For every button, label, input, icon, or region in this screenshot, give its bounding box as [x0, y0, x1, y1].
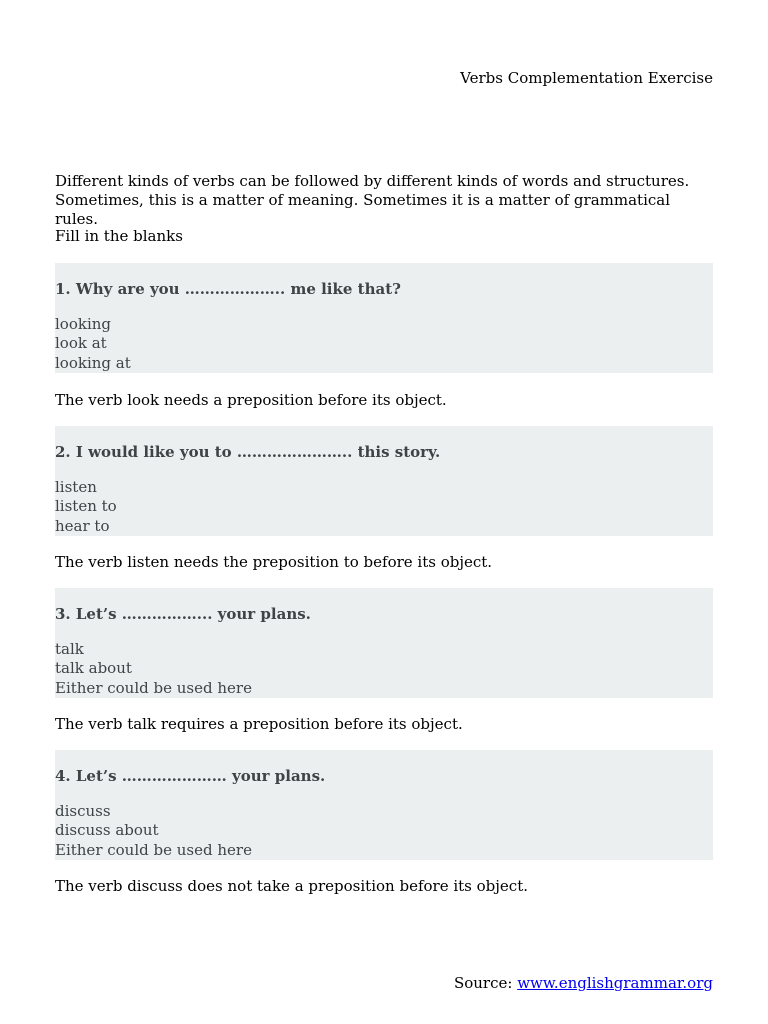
page-title: Verbs Complementation Exercise: [460, 69, 713, 87]
question-text-1: 1. Why are you ……………….. me like that?: [55, 280, 401, 298]
question-block-3: [55, 588, 713, 698]
options-list-3: [55, 640, 252, 698]
option-3b[interactable]: talk about: [55, 659, 132, 678]
option-2a[interactable]: listen: [55, 478, 97, 496]
source-link[interactable]: www.englishgrammar.org: [517, 974, 713, 992]
instruction-text: Fill in the blanks: [55, 227, 183, 245]
source-label: Source:: [453, 974, 518, 992]
explanation-3: The verb talk requires a preposition before its object.: [55, 715, 463, 733]
intro-line-2: Sometimes, this is a matter of meaning. Sometimes it is a matter of grammatical rules.: [55, 191, 671, 228]
option-3a[interactable]: talk: [55, 640, 84, 658]
question-block-1: [55, 263, 713, 373]
intro-line-1: Different kinds of verbs can be followed by different kinds of words and structures.: [55, 172, 690, 190]
explanation-2: The verb listen needs the preposition to before its object.: [55, 553, 493, 571]
option-4c[interactable]: Either could be used here: [55, 840, 252, 859]
option-2b[interactable]: listen to: [55, 497, 117, 516]
option-1c[interactable]: looking at: [55, 353, 131, 372]
options-list-1: [55, 315, 131, 373]
option-3c[interactable]: Either could be used here: [55, 678, 252, 697]
explanation-4: The verb discuss does not take a preposition before its object.: [55, 877, 528, 895]
option-2c[interactable]: hear to: [55, 516, 110, 535]
option-4b[interactable]: discuss about: [55, 821, 159, 840]
question-text-4: 4. Let’s ………………… your plans.: [55, 767, 326, 785]
question-text-2: 2. I would like you to ………………….. this story.: [55, 443, 441, 461]
options-list-4: [55, 802, 252, 860]
option-4a[interactable]: discuss: [55, 802, 111, 820]
source-footer: [454, 973, 713, 993]
options-list-2: [55, 478, 117, 536]
option-1a[interactable]: looking: [55, 315, 112, 333]
intro-paragraph: [55, 172, 715, 229]
question-block-2: [55, 426, 713, 536]
explanation-1: The verb look needs a preposition before its object.: [55, 391, 447, 409]
question-text-3: 3. Let’s ……………... your plans.: [55, 605, 311, 623]
option-1b[interactable]: look at: [55, 334, 107, 353]
question-block-4: [55, 750, 713, 860]
